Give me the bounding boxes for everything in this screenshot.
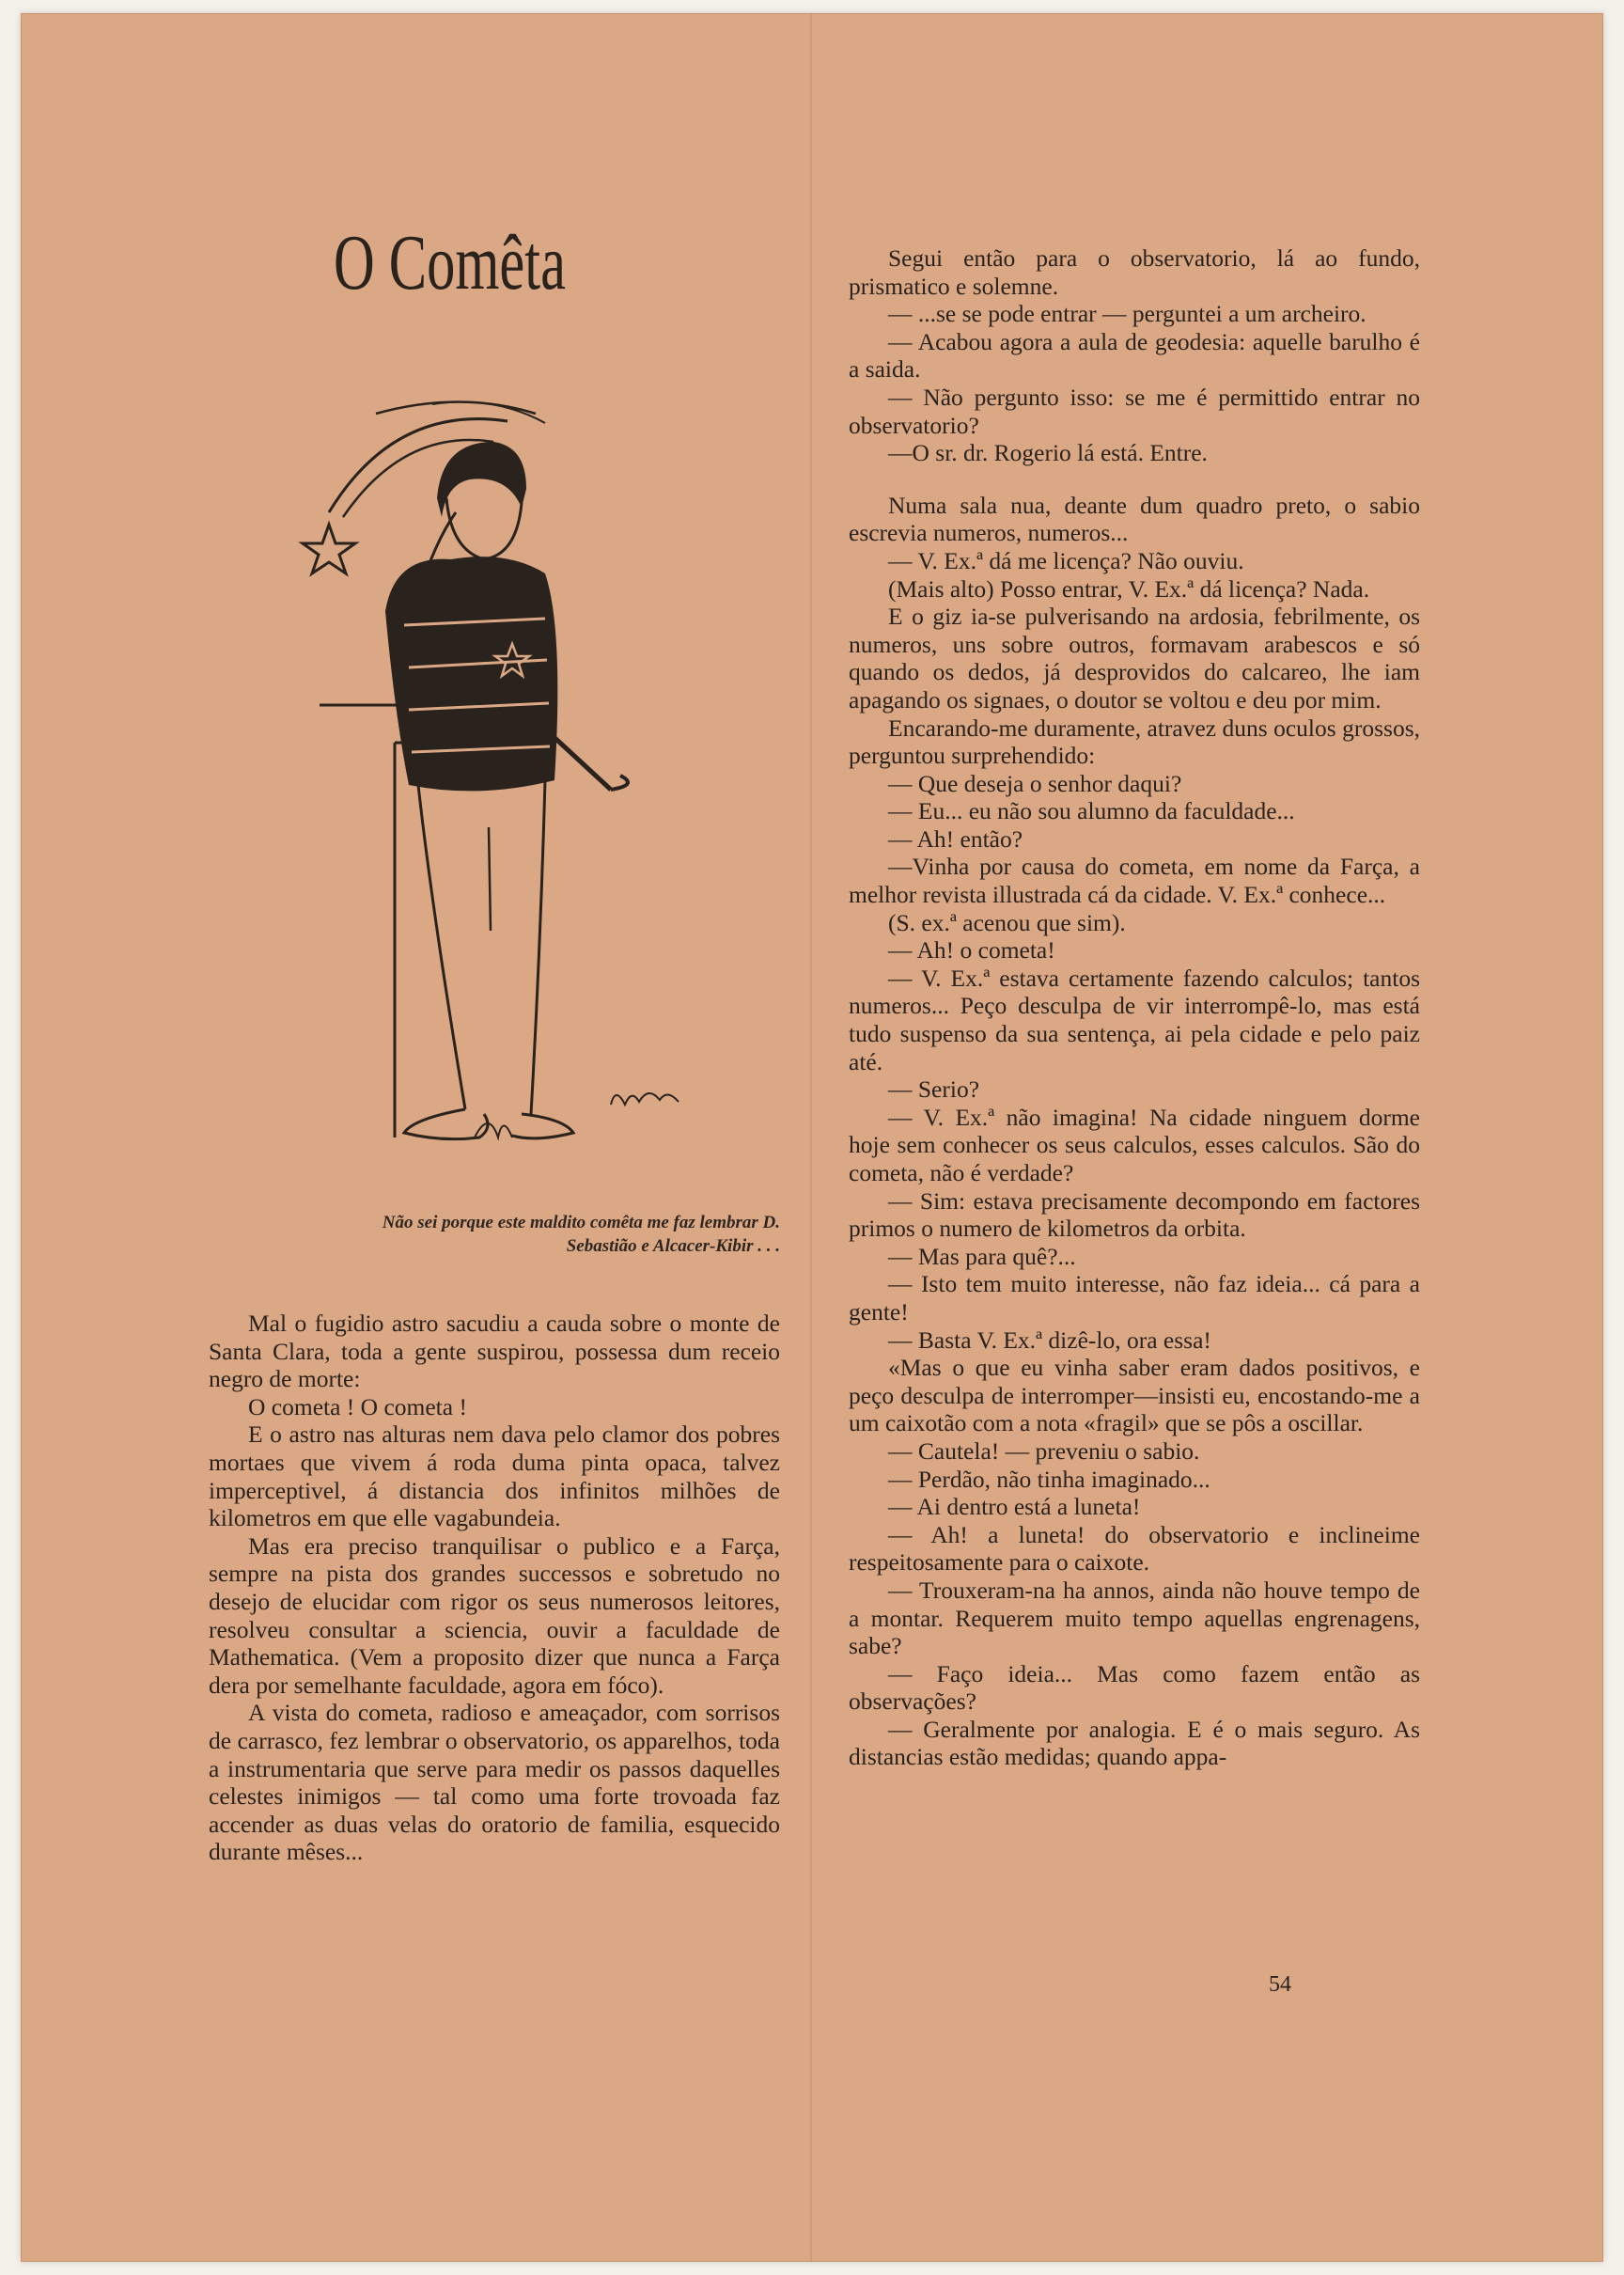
paragraph: —Vinha por causa do cometa, em nome da Farça, a melhor revista illustrada cá da cidade. V. Ex.ª conhece... xyxy=(849,853,1420,909)
paragraph: — Não pergunto isso: se me é permittido entrar no observatorio? xyxy=(849,383,1420,439)
paragraph: — ...se se pode entrar — perguntei a um archeiro. xyxy=(888,300,1366,328)
paragraph: — V. Ex.ª estava certamente fazendo calculos; tantos numeros... Peço desculpa de vir interrompê-lo, mas está tudo suspenso da sua sentença, ai pela cidade e pelo paiz até. xyxy=(849,964,1420,1075)
paragraph: E o astro nas alturas nem dava pelo clamor dos pobres mortaes que vivem á roda duma pinta opaca, talvez imperceptivel, á distancia dos infinitos milhões de kilometros em que elle vagabundeia. xyxy=(209,1420,780,1532)
paragraph: — Cautela! — preveniu o sabio. xyxy=(888,1436,1200,1465)
paragraph: — Isto tem muito interesse, não faz ideia... cá para a gente! xyxy=(849,1270,1420,1326)
paragraph: — Ai dentro está a luneta! xyxy=(888,1493,1141,1521)
paragraph: E o giz ia-se pulverisando na ardosia, febrilmente, os numeros, uns sobre outros, formavam arabescos e só quando os dedos, já desprovidos do calcareo, lhe iam apagando os signaes, o doutor se voltou e deu por mim. xyxy=(849,603,1420,714)
page-fold xyxy=(810,13,812,2262)
page-number: 54 xyxy=(1269,1972,1291,1997)
paragraph: Mas era preciso tranquilisar o publico e a Farça, sempre na pista dos grandes successos e sobretudo no desejo de elucidar com rigor os seus numerosos leitores, resolveu consultar a sciencia, ouvir a faculdade de Mathematica. (Vem a proposito dizer que nunca a Farça dera por semelhante faculdade, agora em fóco). xyxy=(209,1531,780,1699)
illustration-caption: Não sei porque este maldito comêta me faz lembrar D. Sebastião e Alcacer-Kibir . . . xyxy=(382,1213,780,1256)
right-column xyxy=(849,244,1420,1771)
paragraph: — Perdão, não tinha imaginado... xyxy=(888,1465,1210,1493)
paragraph: — Ah! a luneta! do observatorio e inclineime respeitosamente para o caixote. xyxy=(849,1520,1420,1577)
paragraph: — Geralmente por analogia. E é o mais seguro. As distancias estão medidas; quando appa- xyxy=(849,1715,1420,1771)
comet-star-icon xyxy=(303,525,355,573)
comet-caricature-illustration xyxy=(291,385,724,1203)
paragraph: Numa sala nua, deante dum quadro preto, o sabio escrevia numeros, numeros... xyxy=(849,491,1420,547)
paragraph: (S. ex.ª acenou que sim). xyxy=(888,908,1126,936)
paragraph: — Ah! o cometa! xyxy=(888,936,1055,965)
paragraph: O cometa ! O cometa ! xyxy=(248,1392,467,1420)
article-title: O Comêta xyxy=(334,219,566,306)
paragraph: — Que deseja o senhor daqui? xyxy=(888,769,1182,797)
paragraph: — Eu... eu não sou alumno da faculdade... xyxy=(888,797,1295,825)
paragraph: — Serio? xyxy=(888,1075,980,1104)
paragraph: (Mais alto) Posso entrar, V. Ex.ª dá licença? Nada. xyxy=(888,574,1370,603)
paragraph: — V. Ex.ª não imagina! Na cidade ninguem dorme hoje sem conhecer os seus calculos, esses calculos. São do cometa, não é verdade? xyxy=(849,1103,1420,1186)
paragraph: —O sr. dr. Rogerio lá está. Entre. xyxy=(888,439,1208,467)
paragraph: — V. Ex.ª dá me licença? Não ouviu. xyxy=(888,546,1244,574)
paragraph: — Trouxeram-na ha annos, ainda não houve tempo de a montar. Requerem muito tempo aquellas engrenagens, sabe? xyxy=(849,1576,1420,1660)
left-column xyxy=(209,1310,780,1866)
paragraph: — Ah! então? xyxy=(888,824,1023,853)
paragraph: A vista do cometa, radioso e ameaçador, com sorrisos de carrasco, fez lembrar o observatorio, os apparelhos, toda a instrumentaria que serve para medir os passos daquelles celestes inimigos — tal como uma forte trovoada faz accender as duas velas do oratorio de familia, esquecido durante mêses... xyxy=(209,1699,780,1866)
paragraph: «Mas o que eu vinha saber eram dados positivos, e peço desculpa de interromper—insisti eu, encostando-me a um caixotão com a nota «fragil» que se pôs a oscillar. xyxy=(849,1354,1420,1437)
paragraph: Encarando-me duramente, atravez duns oculos grossos, perguntou surprehendido: xyxy=(849,714,1420,770)
paragraph: — Sim: estava precisamente decompondo em factores primos o numero de kilometros da orbita. xyxy=(849,1186,1420,1243)
paragraph: — Mas para quê?... xyxy=(888,1242,1076,1270)
paragraph: — Basta V. Ex.ª dizê-lo, ora essa! xyxy=(888,1326,1211,1354)
paragraph: Segui então para o observatorio, lá ao fundo, prismatico e solemne. xyxy=(849,244,1420,300)
paragraph: Mal o fugidio astro sacudiu a cauda sobre o monte de Santa Clara, toda a gente suspirou, possessa dum receio negro de morte: xyxy=(209,1310,780,1393)
paragraph: — Faço ideia... Mas como fazem então as observações? xyxy=(849,1659,1420,1716)
paragraph: — Acabou agora a aula de geodesia: aquelle barulho é a saida. xyxy=(849,327,1420,384)
